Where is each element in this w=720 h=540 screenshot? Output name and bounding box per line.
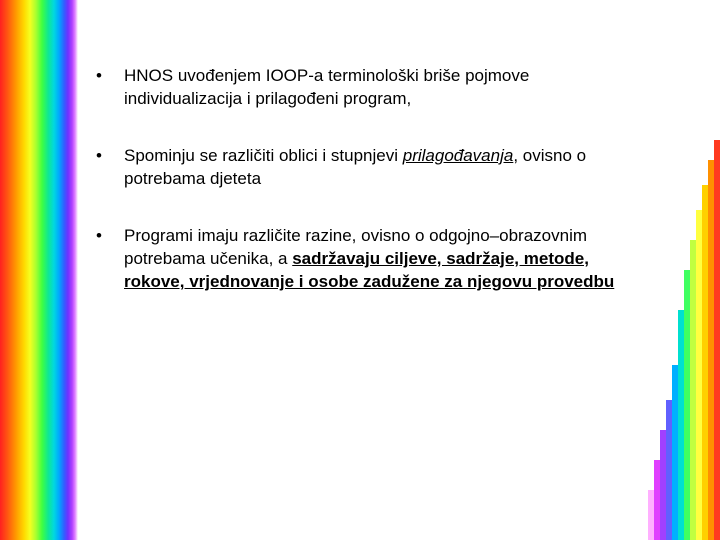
- bullet-text-post: , ovisno o potrebama djeteta: [124, 146, 587, 188]
- rainbow-bar: [702, 185, 709, 540]
- bullet-symbol: •: [96, 66, 102, 85]
- bullet-text-pre: Spominju se različiti oblici i stupnjevi: [124, 146, 403, 165]
- rainbow-bar: [690, 240, 697, 540]
- rainbow-gradient-left: [0, 0, 78, 540]
- bullet-symbol: •: [96, 226, 102, 245]
- bullet-text: HNOS uvođenjem IOOP-a terminološki briše pojmove individualizacija i prilagođeni program,: [124, 66, 530, 108]
- bullet-item-1: [96, 64, 636, 110]
- bullet-text: [124, 144, 636, 190]
- bullet-item-3: [96, 224, 636, 293]
- rainbow-bar: [666, 400, 673, 540]
- rainbow-bar: [678, 310, 685, 540]
- bullet-symbol: •: [96, 146, 102, 165]
- bullet-text-pre: Programi imaju različite razine, ovisno o odgojno–obrazovnim potrebama učenika, a: [124, 226, 588, 268]
- rainbow-bar: [708, 160, 715, 540]
- bullet-text: [124, 224, 636, 293]
- bullet-text-emphasis: sadržavaju ciljeve, sadržaje, metode, rokove, vrjednovanje i osobe zadužene za njegovu provedbu: [124, 249, 615, 291]
- rainbow-bar: [684, 270, 691, 540]
- bullet-item-2: [96, 144, 636, 190]
- rainbow-bar: [660, 430, 667, 540]
- rainbow-bar: [648, 490, 655, 540]
- rainbow-bar: [696, 210, 703, 540]
- rainbow-bar: [672, 365, 679, 540]
- rainbow-bar: [714, 140, 720, 540]
- bullet-text-emphasis: prilagođavanja: [402, 146, 514, 165]
- slide-content: [96, 64, 636, 293]
- rainbow-bar: [654, 460, 661, 540]
